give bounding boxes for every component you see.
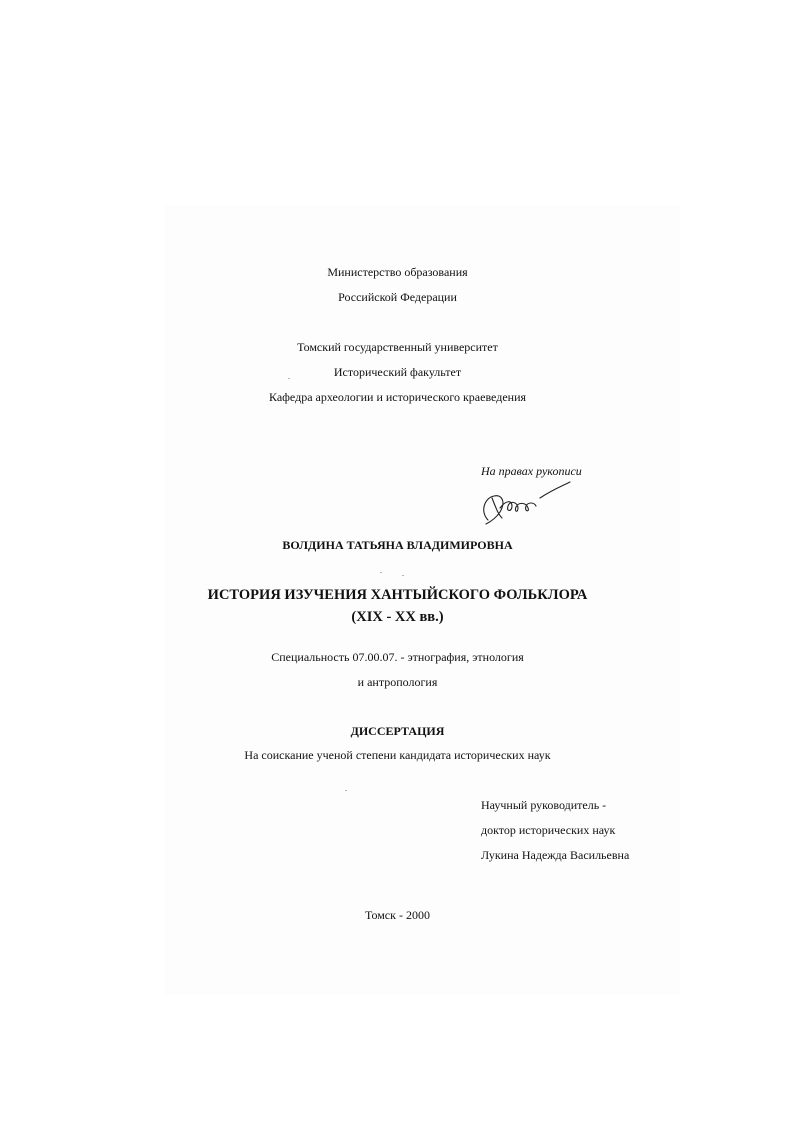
supervisor-name: Лукина Надежда Васильевна [481,848,630,862]
faculty-name: Исторический факультет [333,365,462,379]
city-year: Томск - 2000 [365,908,430,922]
scan-speck [288,378,290,379]
specialty-line-1: Специальность 07.00.07. - этнография, этнология [271,650,524,664]
supervisor-degree: доктор исторических наук [481,823,616,837]
work-type: ДИССЕРТАЦИЯ [350,724,445,738]
scan-speck [380,572,382,573]
scan-speck [402,575,404,576]
dissertation-title-line-1: ИСТОРИЯ ИЗУЧЕНИЯ ХАНТЫЙСКОГО ФОЛЬКЛОРА [207,587,588,603]
ministry-line-1: Министерство образования [327,265,468,279]
scan-speck [345,790,347,791]
author-name: ВОЛДИНА ТАТЬЯНА ВЛАДИМИРОВНА [282,538,513,552]
degree-line: На соискание ученой степени кандидата исторических наук [244,748,551,762]
supervisor-role: Научный руководитель - [481,798,607,812]
department-name: Кафедра археологии и исторического краеведения [268,390,527,404]
dissertation-title-line-2: (XIX - XX вв.) [351,609,444,625]
ministry-line-2: Российской Федерации [338,290,457,304]
signature-image [478,478,578,528]
university-name: Томский государственный университет [297,340,498,354]
manuscript-note: На правах рукописи [481,464,582,478]
specialty-line-2: и антропология [357,675,438,689]
